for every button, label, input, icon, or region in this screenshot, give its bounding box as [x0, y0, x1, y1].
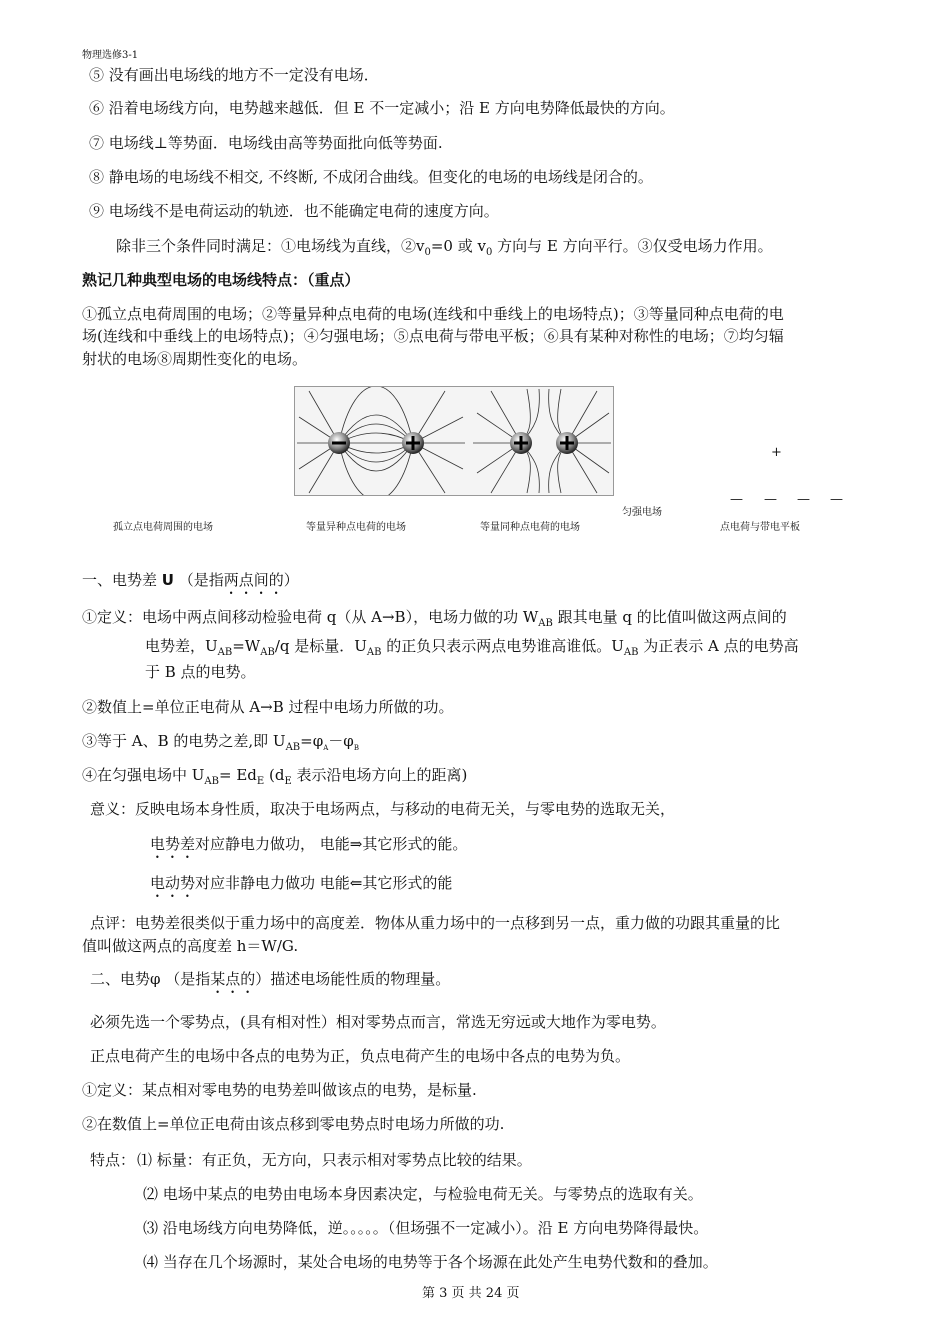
field-lines-figure — [294, 386, 614, 496]
zero-point-note: 必须先选一个零势点，(具有相对性）相对零势点而言，常选无穷远或大地作为零电势。 — [90, 1013, 666, 1031]
potential-def1: ①定义：某点相对零电势的电势差叫做该点的电势，是标量. — [82, 1081, 477, 1099]
typical-line-2: 场(连线和中垂线上的电场特点)；④匀强电场；⑤点电荷与带电平板；⑥具有某种对称性的电场；⑦均匀辐 — [82, 327, 784, 345]
caption-uniform: 匀强电场 — [622, 507, 662, 518]
def4: ④在匀强电场中 $U_{AB}= Ed_E$ ($d_E$ 表示沿电场方向上的距离) — [82, 766, 468, 787]
feature-3: ⑶ 沿电场线方向电势降低，逆。。。。。（但场强不一定减小）。沿 E 方向电势降得最快。 — [143, 1219, 709, 1237]
field-lines-drawing — [295, 387, 613, 495]
page-header: 物理选修3-1 — [82, 50, 139, 61]
meaning-emf: 电动势对应非静电力做功 电能⇐其它形式的能 — [150, 874, 453, 892]
typical-line-3: 射状的电场⑧周期性变化的电场。 — [82, 350, 308, 368]
meaning: 意义：反映电场本身性质，取决于电场两点，与移动的电荷无关，与零电势的选取无关， — [90, 800, 676, 818]
item-9: ⑨ 电场线不是电荷运动的轨迹．也不能确定电荷的速度方向。 — [89, 202, 499, 220]
plate-minus-3: — — [797, 492, 810, 507]
def2: ②数值上=单位正电荷从 A→B 过程中电场力所做的功。 — [82, 698, 454, 716]
comment-line-1: 点评：电势差很类似于重力场中的高度差．物体从重力场中的一点移到另一点，重力做的功跟其重量的比 — [90, 914, 781, 932]
typical-fields-heading: 熟记几种典型电场的电场线特点：（重点） — [82, 271, 360, 289]
features-label: 特点： — [90, 1151, 136, 1169]
unless-conditions: 除非三个条件同时满足：①电场线为直线，$②v_0=0$ 或 $v_0$ 方向与 E 方向平行。③仅受电场力作用。 — [116, 237, 773, 258]
def1-line-3: 于 B 点的电势。 — [145, 663, 256, 681]
caption-opposite: 等量异种点电荷的电场 — [306, 522, 406, 533]
def1-line-1: ①定义：电场中两点间移动检验电荷 q（从 A→B），电场力做的功 $W_{AB}$ 跟其电量 q 的比值叫做这两点间的 — [82, 608, 787, 629]
feature-1: ⑴ 标量：有正负，无方向，只表示相对零势点比较的结果。 — [137, 1151, 532, 1169]
comment-line-2: 值叫做这两点的高度差 h＝W/G. — [82, 937, 299, 955]
item-6: ⑥ 沿着电场线方向，电势越来越低．但 E 不一定减小；沿 E 方向电势降低最快的方向。 — [89, 99, 675, 117]
section-2-title: 二、电势φ （是指某点的）描述电场能性质的物理量。 — [90, 970, 451, 988]
meaning-potential-difference: 电势差对应静电力做功， 电能⇒其它形式的能。 — [150, 835, 468, 853]
section-1-title: 一、电势差 U （是指两点间的） — [82, 571, 299, 589]
sign-note: 正点电荷产生的电场中各点的电势为正，负点电荷产生的电场中各点的电势为负。 — [90, 1047, 631, 1065]
def3: ③等于 A、B 的电势之差,即 $U_{AB}=\varphi_A-\varphi_B$ — [82, 732, 359, 753]
plate-minus-4: — — [830, 492, 843, 507]
caption-plate: 点电荷与带电平板 — [720, 522, 800, 533]
caption-isolated: 孤立点电荷周围的电场 — [113, 522, 213, 533]
def1-line-2: 电势差，$U_{AB}=W_{AB}/q$ 是标量．$U_{AB}$ 的正负只表示两点电势谁高谁低。$U_{AB}$ 为正表示 A 点的电势高 — [145, 637, 799, 658]
item-8: ⑧ 静电场的电场线不相交, 不终断, 不成闭合曲线。但变化的电场的电场线是闭合的。 — [89, 168, 653, 186]
typical-line-1: ①孤立点电荷周围的电场；②等量异种点电荷的电场(连线和中垂线上的电场特点)；③等量同种点电荷的电 — [82, 305, 784, 323]
plate-minus-1: — — [730, 492, 743, 507]
feature-4: ⑷ 当存在几个场源时，某处合电场的电势等于各个场源在此处产生电势代数和的叠加。 — [143, 1253, 718, 1271]
caption-same: 等量同种点电荷的电场 — [480, 522, 580, 533]
item-5: ⑤ 没有画出电场线的地方不一定没有电场． — [89, 66, 379, 84]
item-7: ⑦ 电场线⊥等势面．电场线由高等势面批向低等势面. — [89, 134, 443, 152]
page-footer: 第 3 页 共 24 页 — [422, 1286, 520, 1301]
plate-minus-2: — — [764, 492, 777, 507]
feature-2: ⑵ 电场中某点的电势由电场本身因素决定，与检验电荷无关。与零势点的选取有关。 — [143, 1185, 703, 1203]
potential-def2: ②在数值上=单位正电荷由该点移到零电势点时电场力所做的功. — [82, 1115, 505, 1133]
plate-point-charge-plus: + — [771, 445, 782, 460]
